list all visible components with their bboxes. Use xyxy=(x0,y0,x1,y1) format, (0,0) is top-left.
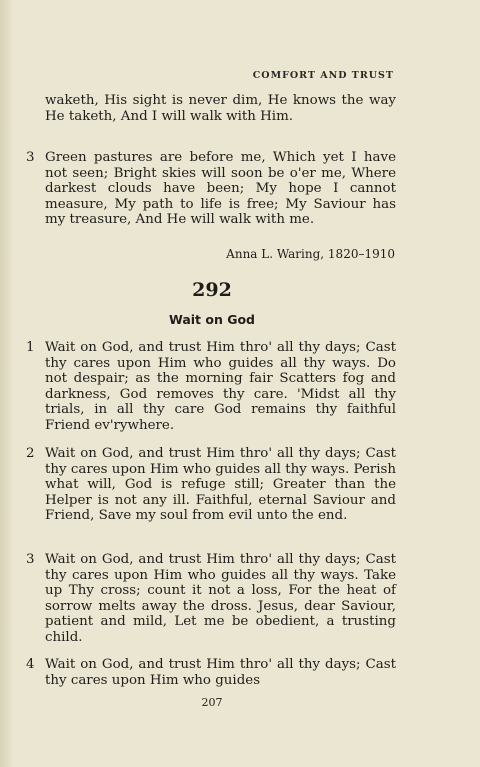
verse-number: 1 xyxy=(26,340,35,355)
verse-text: Wait on God, and trust Him thro' all thy days; Cast thy cares upon Him who guides xyxy=(45,657,396,688)
author-attribution: Anna L. Waring, 1820–1910 xyxy=(226,247,395,261)
hymn-number: 292 xyxy=(192,279,232,301)
verse-text: Wait on God, and trust Him thro' all thy days; Cast thy cares upon Him who guides all thy ways. Perish what will, God is refuge still; Greater than the Helper is not any ill. Faithful, eternal Saviour and Friend, Save my soul from evil unto the end. xyxy=(45,446,396,524)
verse-1 xyxy=(26,340,396,434)
previous-hymn-verse-3 xyxy=(26,150,396,228)
page-edge-shadow xyxy=(0,0,14,767)
page-number: 207 xyxy=(201,696,223,709)
verse-text: Wait on God, and trust Him thro' all thy days; Cast thy cares upon Him who guides all thy ways. Take up Thy cross; count it not a loss, For the heat of sorrow melts away the dross. Jesus, dear Saviour, patient and mild, Let me be obedient, a trusting child. xyxy=(45,552,396,645)
verse-text: Green pastures are before me, Which yet I have not seen; Bright skies will soon be o'er me, Where darkest clouds have been; My hope I cannot measure, My path to life is free; My Saviour has my treasure, And He will walk with me. xyxy=(45,150,396,228)
hymn-title: Wait on God xyxy=(168,312,256,327)
verse-2 xyxy=(26,446,396,524)
verse-number: 4 xyxy=(26,657,35,672)
previous-hymn-continuation xyxy=(26,93,396,124)
verse-3 xyxy=(26,552,396,646)
verse-text: Wait on God, and trust Him thro' all thy days; Cast thy cares upon Him who guides all thy ways. Do not despair; as the morning fair Scatters fog and darkness, God removes thy care. 'Midst all thy trials, in all thy care God remains thy faithful Friend ev'rywhere. xyxy=(45,340,396,433)
running-header: COMFORT AND TRUST xyxy=(252,70,394,81)
verse-number: 3 xyxy=(26,552,35,567)
continuation-text: waketh, His sight is never dim, He knows the way He taketh, And I will walk with Him. xyxy=(45,93,396,124)
verse-4 xyxy=(26,657,396,688)
verse-number: 2 xyxy=(26,446,35,461)
verse-number: 3 xyxy=(26,150,35,165)
